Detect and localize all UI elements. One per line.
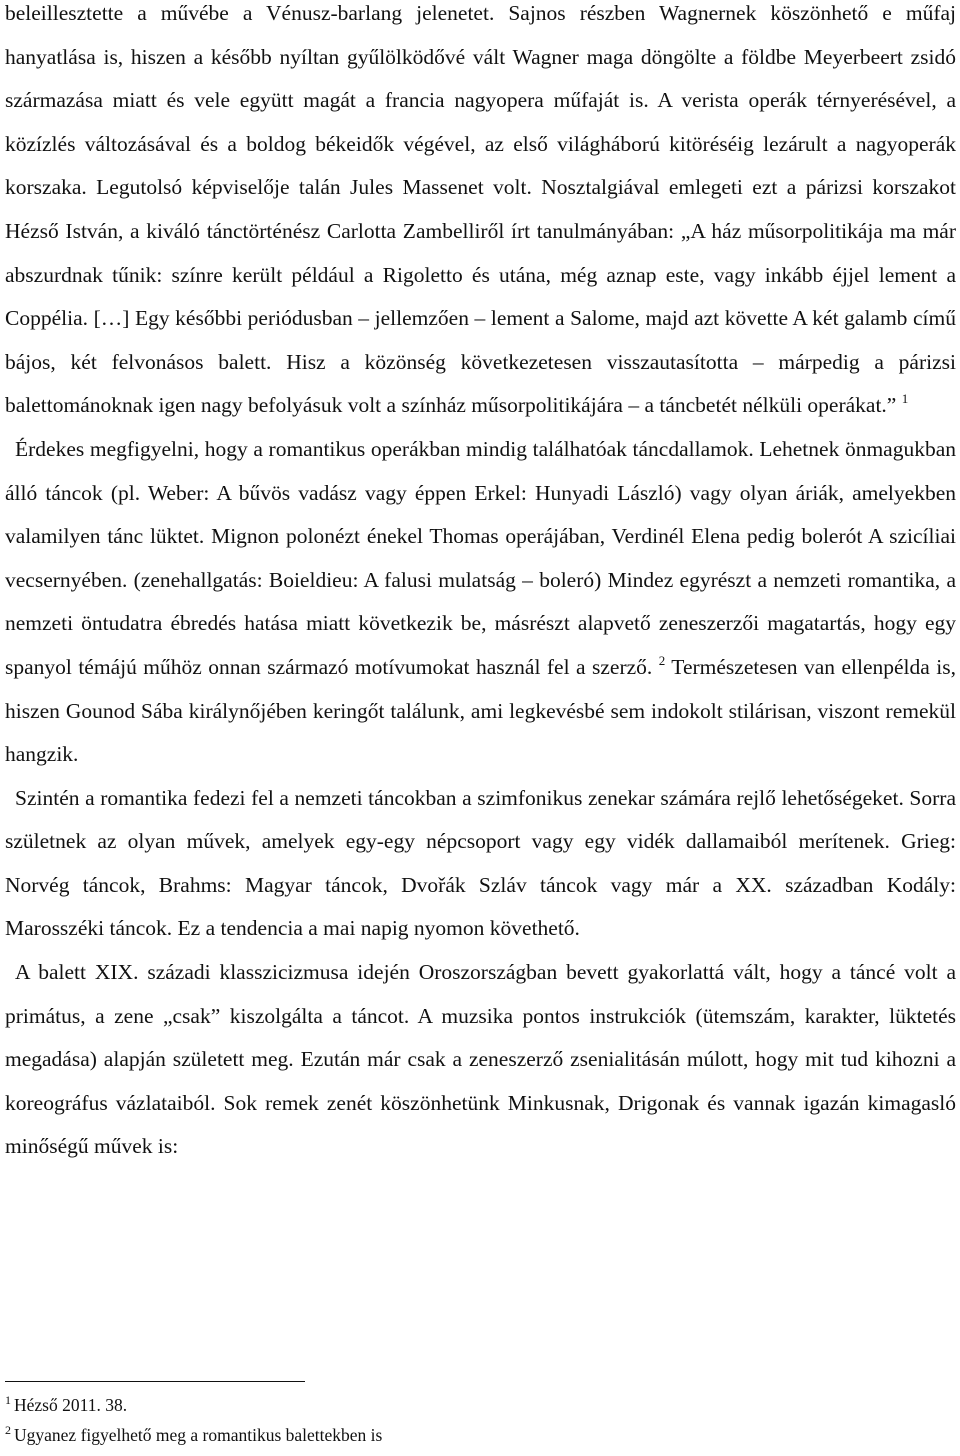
paragraph-ballet-classicism xyxy=(5,951,956,1169)
body-text xyxy=(5,0,956,1169)
paragraph-national-dances xyxy=(5,777,956,951)
footnotes xyxy=(5,1392,945,1452)
footnote-separator xyxy=(5,1381,305,1382)
paragraph-text: A balett XIX. századi klasszicizmusa idején Oroszországban bevett gyakorlattá vált, hogy a táncé volt a primátus, a zene „csak” kiszolgálta a táncot. A muzsika pontos instrukciók (ütemszám, karakter, lüktetés megadása) alapján született meg. Ezután már csak a zeneszerző zsenialitásán múlott, hogy mit tud kihozni a koreográfus vázlataiból. Sok remek zenét köszönhetünk Minkusnak, Drigonak és vannak igazán kimagasló minőségű művek is: xyxy=(5,960,956,1159)
footnote-text: Hézső 2011. 38. xyxy=(14,1395,128,1415)
paragraph-text: Szintén a romantika fedezi fel a nemzeti táncokban a szimfonikus zenekar számára rejlő lehetőségeket. Sorra születnek az olyan művek, amelyek egy-egy népcsoport vagy egy vidék dallamaiból merítenek. Grieg: Norvég táncok, Brahms: Magyar táncok, Dvořák Szláv táncok vagy már a XX. században Kodály: Marosszéki táncok. Ez a tendencia a mai napig nyomon követhető. xyxy=(5,785,956,941)
paragraph-wagner-meyerbeer xyxy=(5,0,956,428)
paragraph-text-continued: Természetesen van ellenpélda is, hiszen Gounod Sába királynőjében keringőt találunk, ami legkevésbé sem indokolt stilárisan, viszont remekül hangzik. xyxy=(5,654,956,767)
footnote-2 xyxy=(5,1422,945,1448)
paragraph-text: Érdekes megfigyelni, hogy a romantikus operákban mindig találhatóak táncdallamok. Lehetnek önmagukban álló táncok (pl. Weber: A bűvös vadász vagy éppen Erkel: Hunyadi László) vagy olyan áriák, amelyekben valamilyen tánc lüktet. Mignon polonézt énekel Thomas operájában, Verdinél Elena pedig bolerót A szicíliai vecsernyében. (zenehallgatás: Boieldieu: A falusi mulatság – boleró) Mindez egyrészt a nemzeti romantika, a nemzeti öntudatra ébredés hatása miatt következik be, másrészt alapvető zeneszerzői magatartás, hogy egy spanyol témájú műhöz onnan származó motívumokat használ fel a szerző. xyxy=(5,436,956,679)
paragraph-text: beleillesztette a művébe a Vénusz-barlang jelenetet. Sajnos részben Wagnernek köszönhető e műfaj hanyatlása is, hiszen a később nyíltan gyűlölködővé vált Wagner maga döngölte a földbe Meyerbeert zsidó származása miatt és vele együtt magát a francia nagyopera műfaját is. A verista operák térnyerésével, a közízlés változásával és a boldog békeidők végével, az első világháború kitöréséig lezárult a nagyoperák korszaka. Legutolsó képviselője talán Jules Massenet volt. Nosztalgiával emlegeti ezt a párizsi korszakot Hézső István, a kiváló tánctörténész Carlotta Zambelliről írt tanulmányában: „A ház műsorpolitikája ma már abszurdnak tűnik: színre került például a Rigoletto és utána, még aznap este, vagy inkább éjjel lement a Coppélia. […] Egy későbbi periódusban – jellemzően – lement a Salome, majd azt követte A két galamb című bájos, két felvonásos balett. Hisz a közönség következetesen visszautasította – márpedig a párizsi balettománoknak igen nagy befolyásuk volt a színház műsorpolitikájára – a táncbetét nélküli operákat.” xyxy=(5,1,956,418)
footnote-mark: 1 xyxy=(5,1393,11,1407)
footnote-mark: 2 xyxy=(5,1423,11,1437)
footnote-1 xyxy=(5,1392,945,1418)
paragraph-dance-melodies xyxy=(5,428,956,777)
footnote-reference-2[interactable]: 2 xyxy=(658,652,666,668)
footnote-reference-1[interactable]: 1 xyxy=(901,391,909,407)
footnote-text: Ugyanez figyelhető meg a romantikus balettekben is xyxy=(14,1425,383,1445)
